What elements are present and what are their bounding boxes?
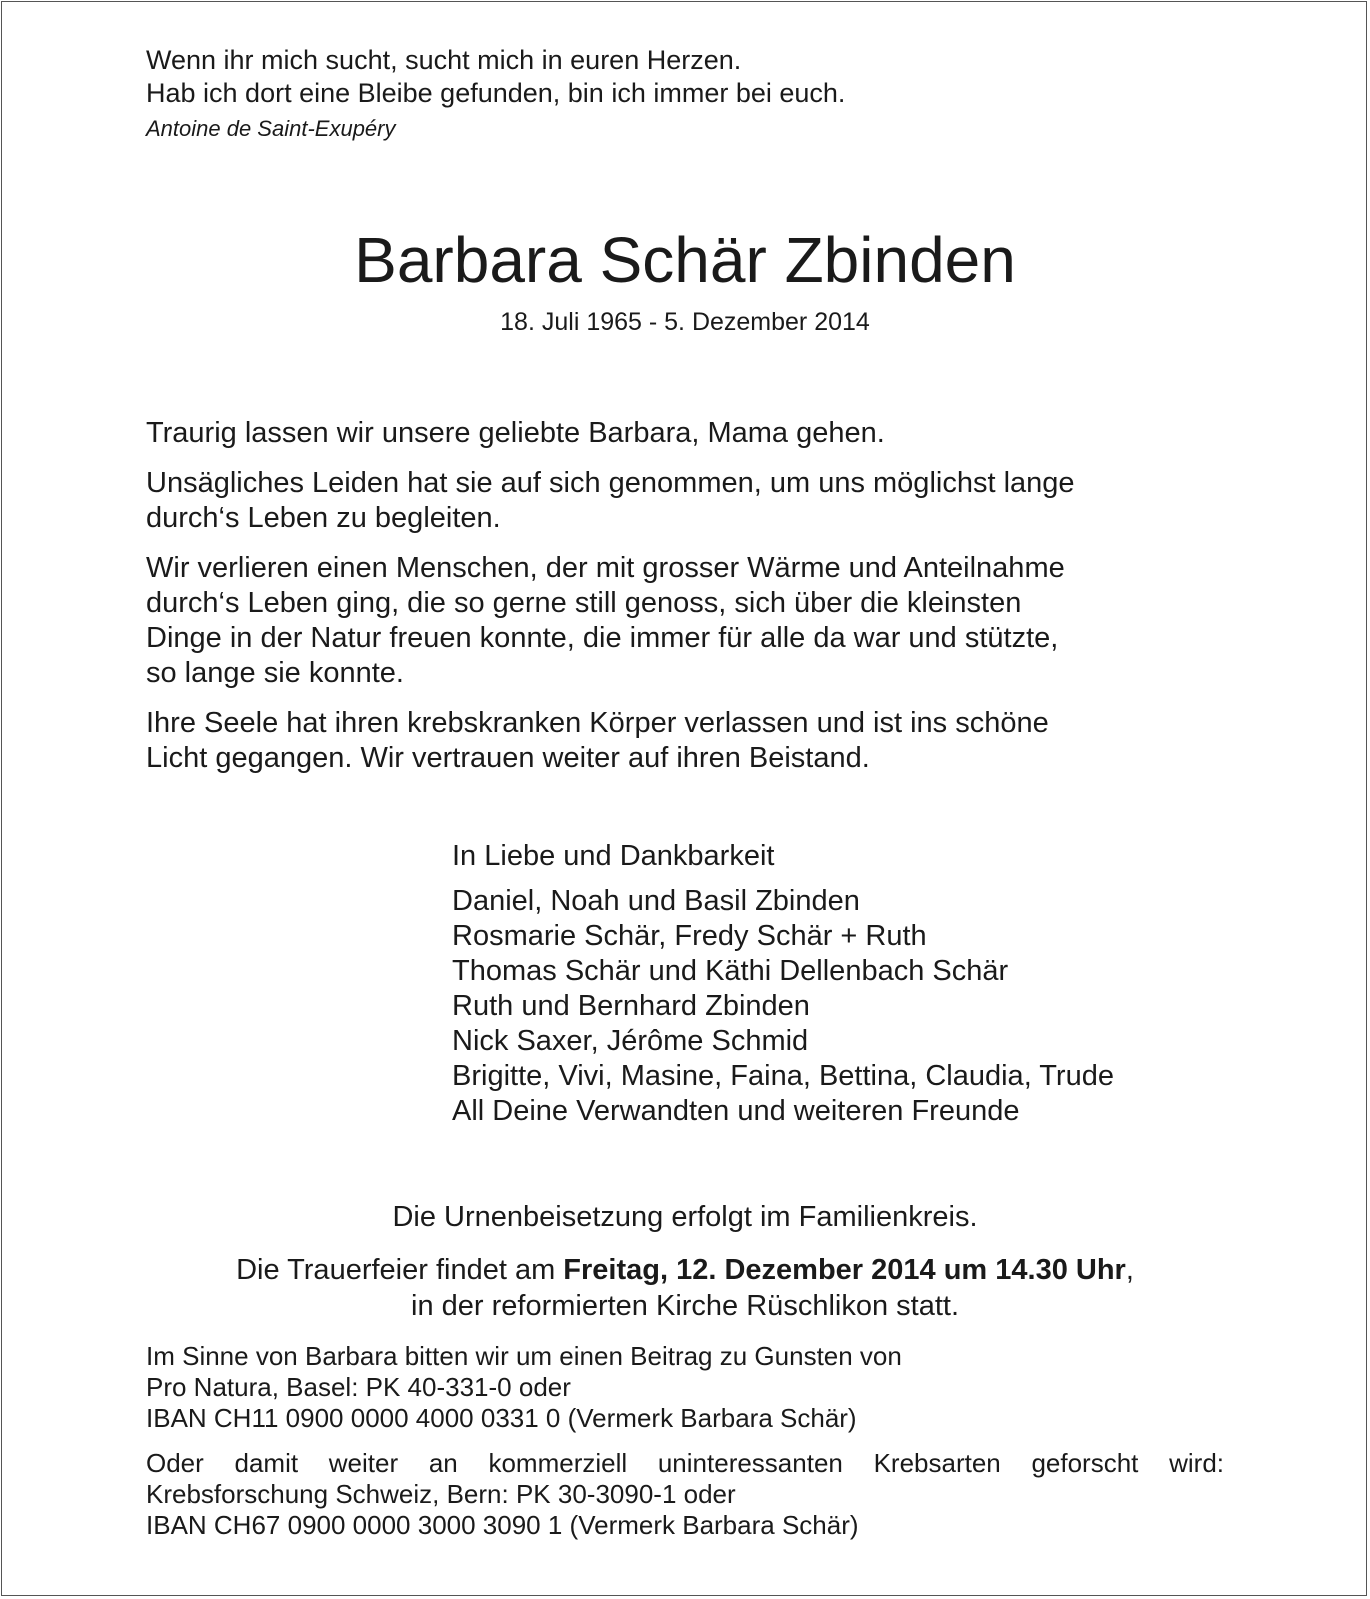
donation-line: Pro Natura, Basel: PK 40-331-0 oder [146, 1372, 571, 1402]
service-notice [0, 1253, 1370, 1288]
mourner-name: Brigitte, Vivi, Masine, Faina, Bettina, Claudia, Trude [452, 1060, 1114, 1092]
donation-line: Im Sinne von Barbara bitten wir um einen Beitrag zu Gunsten von [146, 1341, 902, 1371]
paragraph-line: durch‘s Leben ging, die so gerne still genoss, sich über die kleinsten [146, 587, 1022, 619]
paragraph [146, 416, 1224, 451]
paragraph-line: Dinge in der Natur freuen konnte, die immer für alle da war und stützte, [146, 622, 1059, 654]
donation-line: Krebsforschung Schweiz, Bern: PK 30-3090-1 oder [146, 1479, 736, 1509]
paragraph-line: Unsägliches Leiden hat sie auf sich genommen, um uns möglichst lange [146, 467, 1075, 499]
paragraph [146, 466, 1224, 536]
service-suffix: , [1125, 1254, 1134, 1286]
paragraph-line: durch‘s Leben zu begleiten. [146, 502, 501, 534]
paragraph [146, 551, 1224, 691]
donation-info [146, 1341, 1224, 1555]
paragraph-line: Licht gegangen. Wir vertrauen weiter auf ihren Beistand. [146, 742, 870, 774]
donation-line: IBAN CH11 0900 0000 4000 0331 0 (Vermerk Barbara Schär) [146, 1403, 857, 1433]
quote-line: Wenn ihr mich sucht, sucht mich in euren Herzen. [146, 45, 742, 75]
mourner-name: Nick Saxer, Jérôme Schmid [452, 1025, 809, 1057]
service-date: Freitag, 12. Dezember 2014 um 14.30 Uhr [563, 1254, 1126, 1286]
mourner-name: Daniel, Noah und Basil Zbinden [452, 885, 860, 917]
urn-notice: Die Urnenbeisetzung erfolgt im Familienkreis. [392, 1201, 978, 1233]
signature-intro: In Liebe und Dankbarkeit [452, 840, 775, 872]
quote-line: Hab ich dort eine Bleibe gefunden, bin ich immer bei euch. [146, 78, 846, 108]
service-location: in der reformierten Kirche Rüschlikon statt. [411, 1290, 959, 1322]
donation-block [146, 1448, 1224, 1541]
donation-line: Oder damit weiter an kommerziell uninteressanten Krebsarten geforscht wird: [146, 1448, 1224, 1478]
donation-block [146, 1341, 1224, 1434]
deceased-name: Barbara Schär Zbinden [354, 224, 1016, 296]
mourner-name: Thomas Schär und Käthi Dellenbach Schär [452, 955, 1009, 987]
paragraph-line: so lange sie konnte. [146, 657, 404, 689]
donation-line: IBAN CH67 0900 0000 3000 3090 1 (Vermerk Barbara Schär) [146, 1510, 859, 1540]
paragraph-line: Ihre Seele hat ihren krebskranken Körper verlassen und ist ins schöne [146, 707, 1049, 739]
mourner-name: Rosmarie Schär, Fredy Schär + Ruth [452, 920, 927, 952]
mourner-name: All Deine Verwandten und weiteren Freunde [452, 1095, 1020, 1127]
service-prefix: Die Trauerfeier findet am [236, 1254, 564, 1286]
paragraph-line: Traurig lassen wir unsere geliebte Barbara, Mama gehen. [146, 417, 885, 449]
mourner-name: Ruth und Bernhard Zbinden [452, 990, 810, 1022]
mourners-list [452, 839, 1232, 1129]
paragraph [146, 706, 1224, 776]
life-dates: 18. Juli 1965 - 5. Dezember 2014 [500, 308, 870, 336]
obituary-text [146, 416, 1224, 791]
paragraph-line: Wir verlieren einen Menschen, der mit grosser Wärme und Anteilnahme [146, 552, 1065, 584]
epigraph [146, 44, 1224, 144]
quote-author: Antoine de Saint-Exupéry [146, 116, 396, 141]
